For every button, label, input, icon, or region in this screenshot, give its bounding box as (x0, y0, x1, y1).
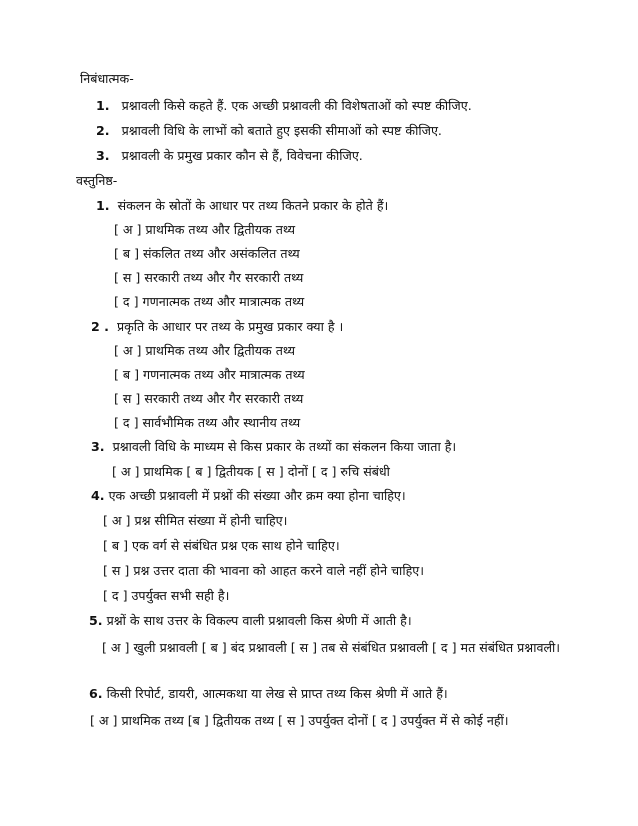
q2-option-a: [ अ ] प्राथमिक तथ्य और द्वितीयक तथ्य (114, 343, 296, 358)
essay-question-1: 1. प्रश्नावली किसे कहते हैं. एक अच्छी प्रश्नावली की विशेषताओं को स्पष्ट कीजिए. (96, 98, 472, 113)
objective-question-5: 5. प्रश्नों के साथ उत्तर के विकल्प वाली प्रश्नावली किस श्रेणी में आती है। (89, 613, 412, 628)
q4-option-a: [ अ ] प्रश्न सीमित संख्या में होनी चाहिए। (103, 513, 288, 528)
q1-option-b: [ ब ] संकलित तथ्य और असंकलित तथ्य (114, 246, 300, 261)
objective-question-4: 4. एक अच्छी प्रश्नावली में प्रश्नों की संख्या और क्रम क्या होना चाहिए। (91, 488, 406, 503)
objective-question-1-text: संकलन के स्रोतों के आधार पर तथ्य कितने प्रकार के होते हैं। (117, 198, 389, 213)
q5-options: [ अ ] खुली प्रश्नावली [ ब ] बंद प्रश्नावली [ स ] तब से संबंधित प्रश्नावली [ द ] मत संबंधित प्रश्नावली। (102, 640, 561, 655)
essay-question-3-text: प्रश्नावली के प्रमुख प्रकार कौन से हैं, विवेचना कीजिए. (121, 148, 363, 163)
q4-option-b: [ ब ] एक वर्ग से संबंधित प्रश्न एक साथ होने चाहिए। (103, 538, 340, 553)
essay-question-2: 2. प्रश्नावली विधि के लाभों को बताते हुए इसकी सीमाओं को स्पष्ट कीजिए. (96, 123, 442, 138)
objective-question-6-text: किसी रिपोर्ट, डायरी, आत्मकथा या लेख से प्राप्त तथ्य किस श्रेणी में आते हैं। (106, 686, 448, 701)
q4-option-d: [ द ] उपर्युक्त सभी सही है। (103, 588, 230, 603)
essay-question-1-text: प्रश्नावली किसे कहते हैं. एक अच्छी प्रश्नावली की विशेषताओं को स्पष्ट कीजिए. (121, 98, 472, 113)
objective-question-1: 1. संकलन के स्रोतों के आधार पर तथ्य कितने प्रकार के होते हैं। (96, 198, 389, 213)
objective-heading: वस्तुनिष्ठ- (76, 173, 118, 188)
q1-option-a: [ अ ] प्राथमिक तथ्य और द्वितीयक तथ्य (114, 222, 296, 237)
essay-question-3: 3. प्रश्नावली के प्रमुख प्रकार कौन से हैं, विवेचना कीजिए. (96, 148, 363, 163)
objective-question-3-text: प्रश्नावली विधि के माध्यम से किस प्रकार के तथ्यों का संकलन किया जाता है। (112, 439, 457, 454)
q2-option-b: [ ब ] गणनात्मक तथ्य और मात्रात्मक तथ्य (114, 367, 305, 382)
q4-option-c: [ स ] प्रश्न उत्तर दाता की भावना को आहत करने वाले नहीं होने चाहिए। (103, 563, 425, 578)
q1-option-c: [ स ] सरकारी तथ्य और गैर सरकारी तथ्य (114, 270, 304, 285)
q1-option-d: [ द ] गणनात्मक तथ्य और मात्रात्मक तथ्य (114, 294, 305, 309)
objective-question-4-text: एक अच्छी प्रश्नावली में प्रश्नों की संख्या और क्रम क्या होना चाहिए। (108, 488, 406, 503)
essay-heading: निबंधात्मक- (80, 71, 134, 86)
q3-options: [ अ ] प्राथमिक [ ब ] द्वितीयक [ स ] दोनों [ द ] रुचि संबंधी (112, 464, 390, 479)
objective-question-5-text: प्रश्नों के साथ उत्तर के विकल्प वाली प्रश्नावली किस श्रेणी में आती है। (106, 613, 412, 628)
q2-option-c: [ स ] सरकारी तथ्य और गैर सरकारी तथ्य (114, 391, 304, 406)
essay-question-2-text: प्रश्नावली विधि के लाभों को बताते हुए इसकी सीमाओं को स्पष्ट कीजिए. (121, 123, 442, 138)
q6-options: [ अ ] प्राथमिक तथ्य [ब ] द्वितीयक तथ्य [ स ] उपर्युक्त दोनों [ द ] उपर्युक्त में से कोई नहीं। (90, 713, 509, 728)
objective-question-3: 3. प्रश्नावली विधि के माध्यम से किस प्रकार के तथ्यों का संकलन किया जाता है। (91, 439, 457, 454)
objective-question-6: 6. किसी रिपोर्ट, डायरी, आत्मकथा या लेख से प्राप्त तथ्य किस श्रेणी में आते हैं। (89, 686, 448, 701)
objective-question-2-text: प्रकृति के आधार पर तथ्य के प्रमुख प्रकार क्या है । (116, 319, 344, 334)
objective-question-2: 2 . प्रकृति के आधार पर तथ्य के प्रमुख प्रकार क्या है । (91, 319, 344, 334)
q2-option-d: [ द ] सार्वभौमिक तथ्य और स्थानीय तथ्य (114, 415, 301, 430)
